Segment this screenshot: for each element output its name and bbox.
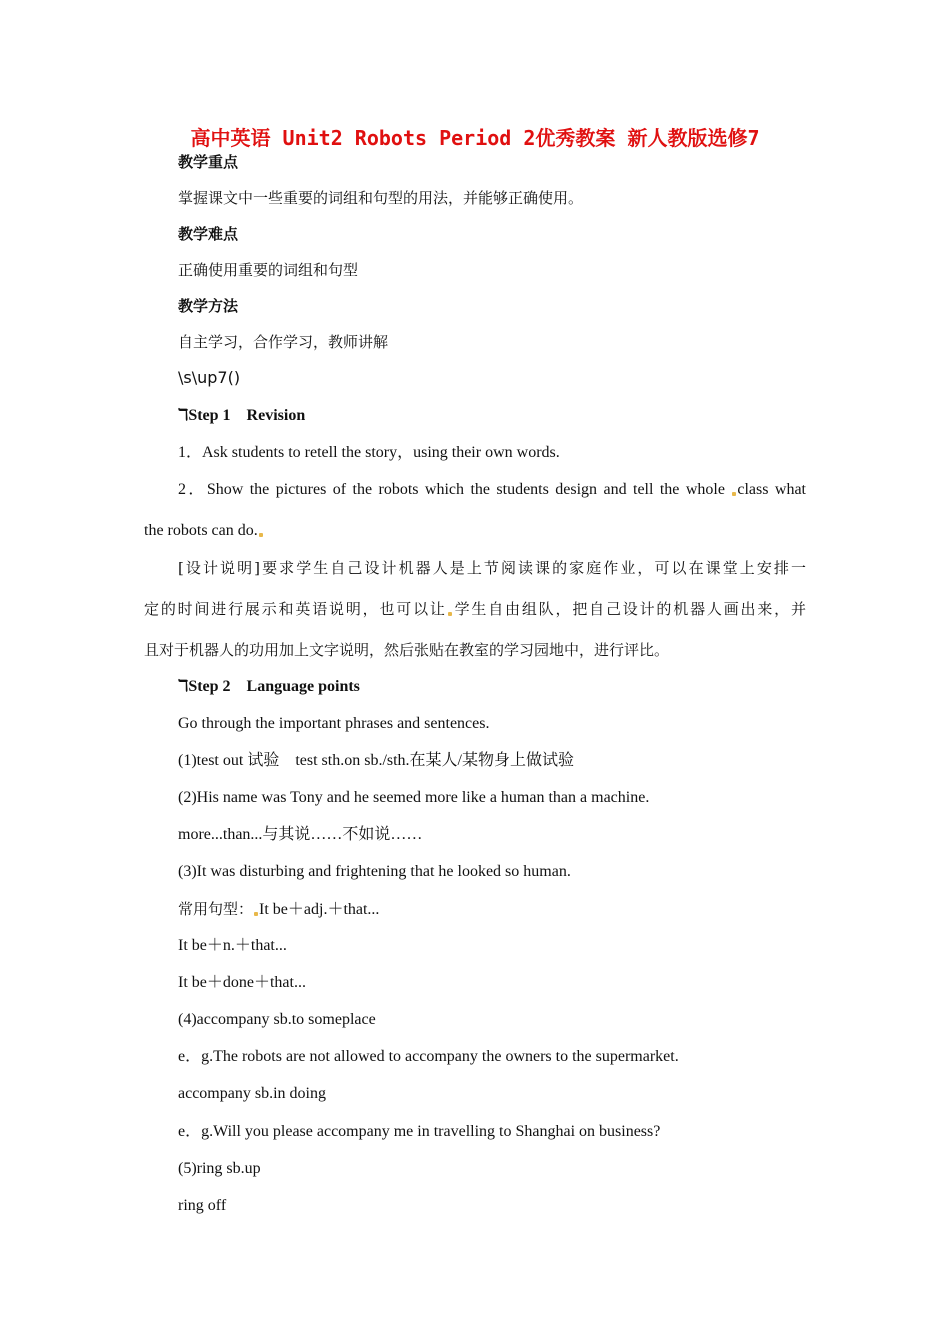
step1-item2-line2 (144, 521, 264, 541)
step1-item2-line2-text: the robots can do. (144, 522, 258, 539)
design-note-line1: [设计说明]要求学生自己设计机器人是上节阅读课的家庭作业，可以在课堂上安排一 (178, 559, 806, 577)
step2-intro: Go through the important phrases and sentences. (178, 715, 490, 732)
design-note-line3: 且对于机器人的功用加上文字说明，然后张贴在教室的学习园地中，进行评比。 (144, 641, 670, 659)
step2-heading: ℸStep 2 Language points (178, 678, 360, 695)
point-4: (4)accompany sb.to someplace (178, 1011, 376, 1028)
field-code: \s\up7() (178, 368, 241, 387)
anchor-mark (732, 492, 736, 496)
point-4-example-1: e．g.The robots are not allowed to accompany the owners to the supermarket. (178, 1048, 679, 1065)
point-2-note: more...than...与其说……不如说…… (178, 826, 423, 843)
design-note-line2b: 学生自由组队，把自己设计的机器人画出来，并 (452, 600, 806, 618)
difficulties-text: 正确使用重要的词组和句型 (178, 261, 359, 279)
step1-heading: ℸStep 1 Revision (178, 407, 306, 424)
point-3-pattern-3: It be＋done＋that... (178, 974, 306, 991)
anchor-mark (448, 612, 452, 616)
point-5: (5)ring sb.up (178, 1160, 261, 1177)
key-points-heading: 教学重点 (178, 153, 239, 171)
point-3-pattern-2: It be＋n.＋that... (178, 937, 287, 954)
step1-item1: 1．Ask students to retell the story，using their own words. (178, 444, 560, 461)
methods-heading: 教学方法 (178, 297, 239, 315)
point-1: (1)test out 试验 test sth.on sb./sth.在某人/某物身上做试验 (178, 752, 575, 769)
key-points-text: 掌握课文中一些重要的词组和句型的用法，并能够正确使用。 (178, 189, 584, 207)
step1-item2-line1 (178, 480, 806, 500)
point-4-b: accompany sb.in doing (178, 1085, 326, 1102)
design-note-line2a: 定的时间进行展示和英语说明，也可以让 (144, 600, 447, 618)
point-5-b: ring off (178, 1197, 227, 1214)
anchor-mark (254, 912, 258, 916)
pattern-1-text: It be＋adj.＋that... (259, 901, 380, 918)
point-3-pattern-1 (178, 899, 379, 920)
pattern-label: 常用句型： (178, 900, 254, 918)
anchor-mark (259, 533, 263, 537)
point-4-example-2: e．g.Will you please accompany me in travelling to Shanghai on business? (178, 1123, 661, 1140)
difficulties-heading: 教学难点 (178, 225, 239, 243)
step1-item2-text: 2．Show the pictures of the robots which the students design and tell the whole (178, 481, 725, 498)
document-title: 高中英语 Unit2 Robots Period 2优秀教案 新人教版选修7 (190, 126, 760, 150)
point-2: (2)His name was Tony and he seemed more like a human than a machine. (178, 789, 650, 806)
point-3: (3)It was disturbing and frightening that he looked so human. (178, 863, 571, 880)
methods-text: 自主学习，合作学习，教师讲解 (178, 333, 389, 351)
step1-item2-tail: class what (737, 481, 807, 498)
design-note-line2 (144, 599, 806, 619)
